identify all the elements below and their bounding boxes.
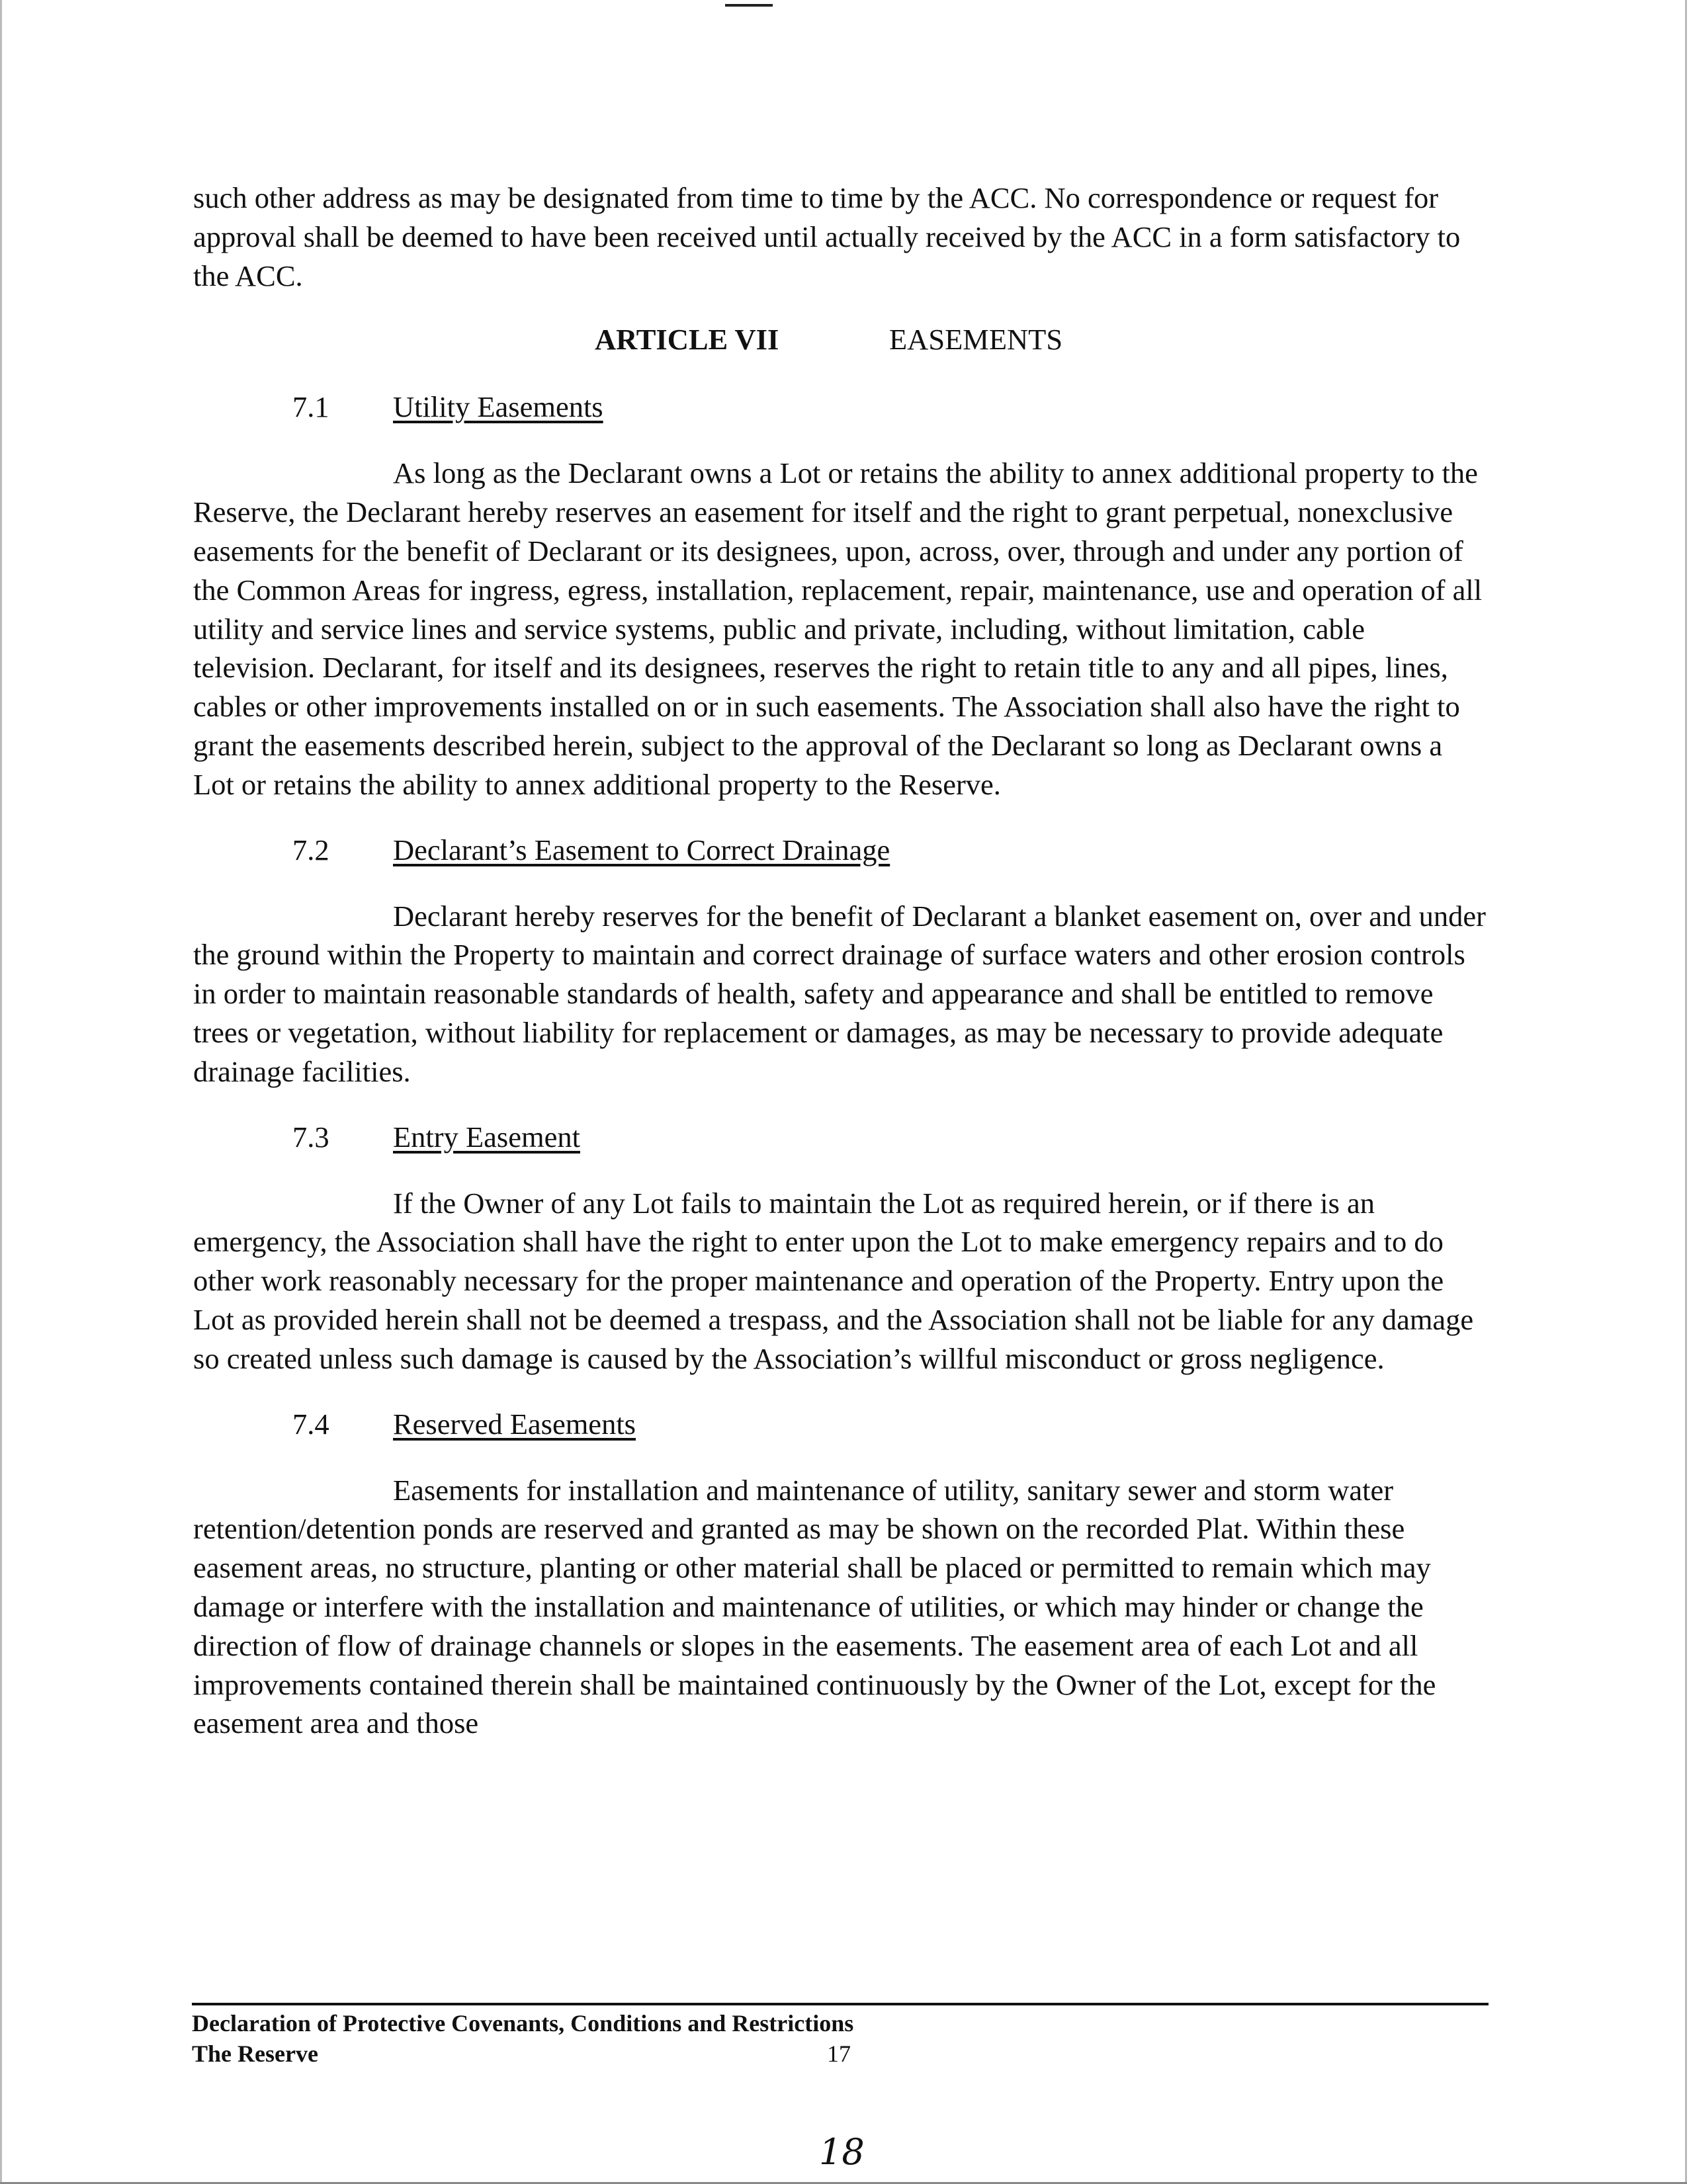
footer-subtitle-row — [192, 2038, 1489, 2069]
article-title: EASEMENTS — [889, 323, 1063, 357]
scan-left-edge — [0, 0, 2, 2184]
section-title: Declarant’s Easement to Correct Drainage — [393, 833, 890, 866]
section-body-7-3: If the Owner of any Lot fails to maintain the Lot as required herein, or if there is an emergency, the Association shall have the right to enter upon the Lot to make emergency repairs and to do other work reasonably necessary for the proper maintenance and operation of the Property. Entry upon the Lot as provided herein shall not be deemed a trespass, and the Association shall not be liable for any damage so created unless such damage is caused by the Association’s willful misconduct or gross negligence. — [193, 1186, 1474, 1375]
section-number: 7.3 — [292, 1120, 329, 1154]
page-body — [193, 179, 1490, 1743]
handwritten-page-mark: 18 — [819, 2131, 865, 2173]
footer-title: Declaration of Protective Covenants, Conditions and Restrictions — [192, 2010, 854, 2037]
section-body-7-1: As long as the Declarant owns a Lot or retains the ability to annex additional property to the Reserve, the Declarant hereby reserves an easement for itself and the right to grant perpetual, nonexclusive easements for the benefit of Declarant or its designees, upon, across, over, through and under any portion of the Common Areas for ingress, egress, installation, replacement, repair, maintenance, use and operation of all utility and service lines and service systems, public and private, including, without limitation, cable television. Declarant, for itself and its designees, reserves the right to retain title to any and all pipes, lines, cables or other improvements installed on or in such easements. The Association shall also have the right to grant the easements described herein, subject to the approval of the Declarant so long as Declarant owns a Lot or retains the ability to annex additional property to the Reserve. — [193, 456, 1483, 801]
page-number: 17 — [827, 2040, 851, 2067]
section-title: Utility Easements — [393, 390, 603, 424]
intro-paragraph: such other address as may be designated from time to time by the ACC. No correspondence or request for approval shall be deemed to have been received until actually received by the ACC in a form satisfactory to the ACC. — [193, 181, 1461, 292]
section-body-7-2: Declarant hereby reserves for the benefit of Declarant a blanket easement on, over and under the ground within the Property to maintain and correct drainage of surface waters and other erosion controls in order to maintain reasonable standards of health, safety and appearance and shall be entitled to remove trees or vegetation, without liability for replacement or damages, as may be necessary to provide adequate drainage facilities. — [193, 899, 1486, 1088]
section-title: Reserved Easements — [393, 1407, 636, 1441]
section-heading-7-3 — [193, 1118, 1490, 1156]
section-title: Entry Easement — [393, 1120, 580, 1154]
section-heading-7-1 — [193, 388, 1490, 426]
section-number: 7.4 — [292, 1407, 329, 1441]
article-label: ARTICLE VII — [595, 323, 779, 357]
footer-divider — [192, 2003, 1489, 2005]
section-number: 7.2 — [292, 833, 329, 866]
section-body-7-4: Easements for installation and maintenance of utility, sanitary sewer and storm water retention/detention ponds are reserved and granted as may be shown on the recorded Plat. Within these easement areas, no structure, planting or other material shall be placed or permitted to remain which may damage or interfere with the installation and maintenance of utilities, or which may hinder or change the direction of flow of drainage channels or slopes in the easements. The easement area of each Lot and all improvements contained therein shall be maintained continuously by the Owner of the Lot, except for the easement area and those — [193, 1473, 1436, 1740]
section-heading-7-4 — [193, 1405, 1490, 1443]
article-heading — [193, 320, 1490, 358]
section-number: 7.1 — [292, 390, 329, 424]
scan-mark — [725, 4, 773, 7]
section-heading-7-2 — [193, 831, 1490, 869]
page-footer — [192, 2008, 1489, 2069]
footer-subtitle: The Reserve — [192, 2040, 318, 2067]
